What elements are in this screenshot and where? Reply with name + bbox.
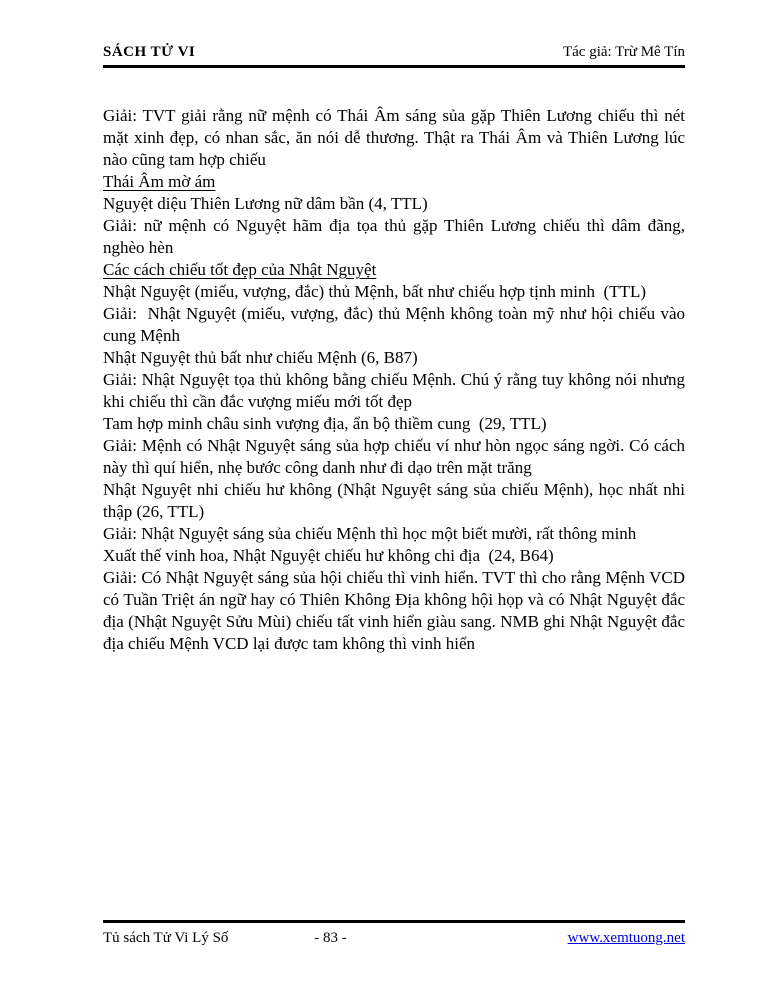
paragraph-giai-thai-am-sang: Giải: TVT giải rằng nữ mệnh có Thái Âm sáng sủa gặp Thiên Lương chiếu thì nét mặt xinh đẹp, có nhan sắc, ăn nói dễ thương. Thật ra Thái Âm và Thiên Lương lúc nào cũng tam hợp chiếu: [103, 106, 685, 169]
footer-link-wrap: [408, 929, 685, 948]
footer-series-title: Tủ sách Tử Vi Lý Số: [103, 930, 229, 946]
page-footer: [103, 920, 685, 948]
website-link[interactable]: www.xemtuong.net: [567, 930, 685, 946]
page-number: - 83 -: [314, 930, 347, 946]
author-credit: Tác giả: Trừ Mê Tín: [562, 44, 685, 60]
paragraph-giai-hoc-mot-biet-muoi: Giải: Nhật Nguyệt sáng sủa chiếu Mệnh thì học một biết mười, rất thông minh: [103, 524, 637, 543]
rule-line-xuat-the-vinh-hoa: Xuất thế vinh hoa, Nhật Nguyệt chiếu hư không chi địa (24, B64): [103, 546, 554, 565]
paragraph-giai-nguyet-ham: Giải: nữ mệnh có Nguyệt hãm địa tọa thủ gặp Thiên Lương chiếu thì dâm đãng, nghèo hèn: [103, 216, 685, 257]
rule-line-nhi-chieu-hu-khong: Nhật Nguyệt nhi chiếu hư không (Nhật Nguyệt sáng sủa chiếu Mệnh), học nhất nhi thập (26, TTL): [103, 480, 685, 521]
paragraph-giai-vinh-hien: Giải: Có Nhật Nguyệt sáng sủa hội chiếu thì vinh hiển. TVT thì cho rằng Mệnh VCD có Tuần Triệt án ngữ hay có Thiên Không Địa không hội họp và có Nhật Nguyệt đắc địa (Nhật Nguyệt Sửu Mùi) chiếu tất vinh hiển giàu sang. NMB ghi Nhật Nguyệt đắc địa chiếu Mệnh VCD lại được tam không thì vinh hiển: [103, 568, 685, 653]
page-header: [103, 43, 685, 68]
paragraph-giai-hon-ngoc: Giải: Mệnh có Nhật Nguyệt sáng sủa hợp chiếu ví như hòn ngọc sáng ngời. Có cách này thì quí hiển, nhẹ bước công danh như đi dạo trên mặt trăng: [103, 436, 685, 477]
rule-line-thu-bat-nhu-chieu: Nhật Nguyệt thủ bất như chiếu Mệnh (6, B87): [103, 348, 418, 367]
rule-line-nguyet-dieu: Nguyệt diệu Thiên Lương nữ dâm bần (4, TTL): [103, 194, 428, 213]
paragraph-giai-toa-thu: Giải: Nhật Nguyệt tọa thủ không bằng chiếu Mệnh. Chú ý rằng tuy không nói nhưng khi chiếu thì cần đắc vượng miếu mới tốt đẹp: [103, 370, 685, 411]
rule-line-tam-hop-minh-chau: Tam hợp minh châu sinh vượng địa, ẩn bộ thiềm cung (29, TTL): [103, 414, 547, 433]
page-content: [103, 105, 685, 655]
paragraph-giai-khong-toan-my: Giải: Nhật Nguyệt (miếu, vượng, đắc) thủ Mệnh không toàn mỹ như hội chiếu vào cung Mệnh: [103, 304, 685, 345]
section-heading-cac-cach-chieu: Các cách chiếu tốt đẹp của Nhật Nguyệt: [103, 260, 377, 279]
section-heading-thai-am-mo-am: Thái Âm mờ ám: [103, 172, 216, 191]
rule-line-nhat-nguyet-thu-menh: Nhật Nguyệt (miếu, vượng, đắc) thủ Mệnh, bất như chiếu hợp tịnh minh (TTL): [103, 282, 646, 301]
book-title: SÁCH TỬ VI: [103, 44, 196, 60]
